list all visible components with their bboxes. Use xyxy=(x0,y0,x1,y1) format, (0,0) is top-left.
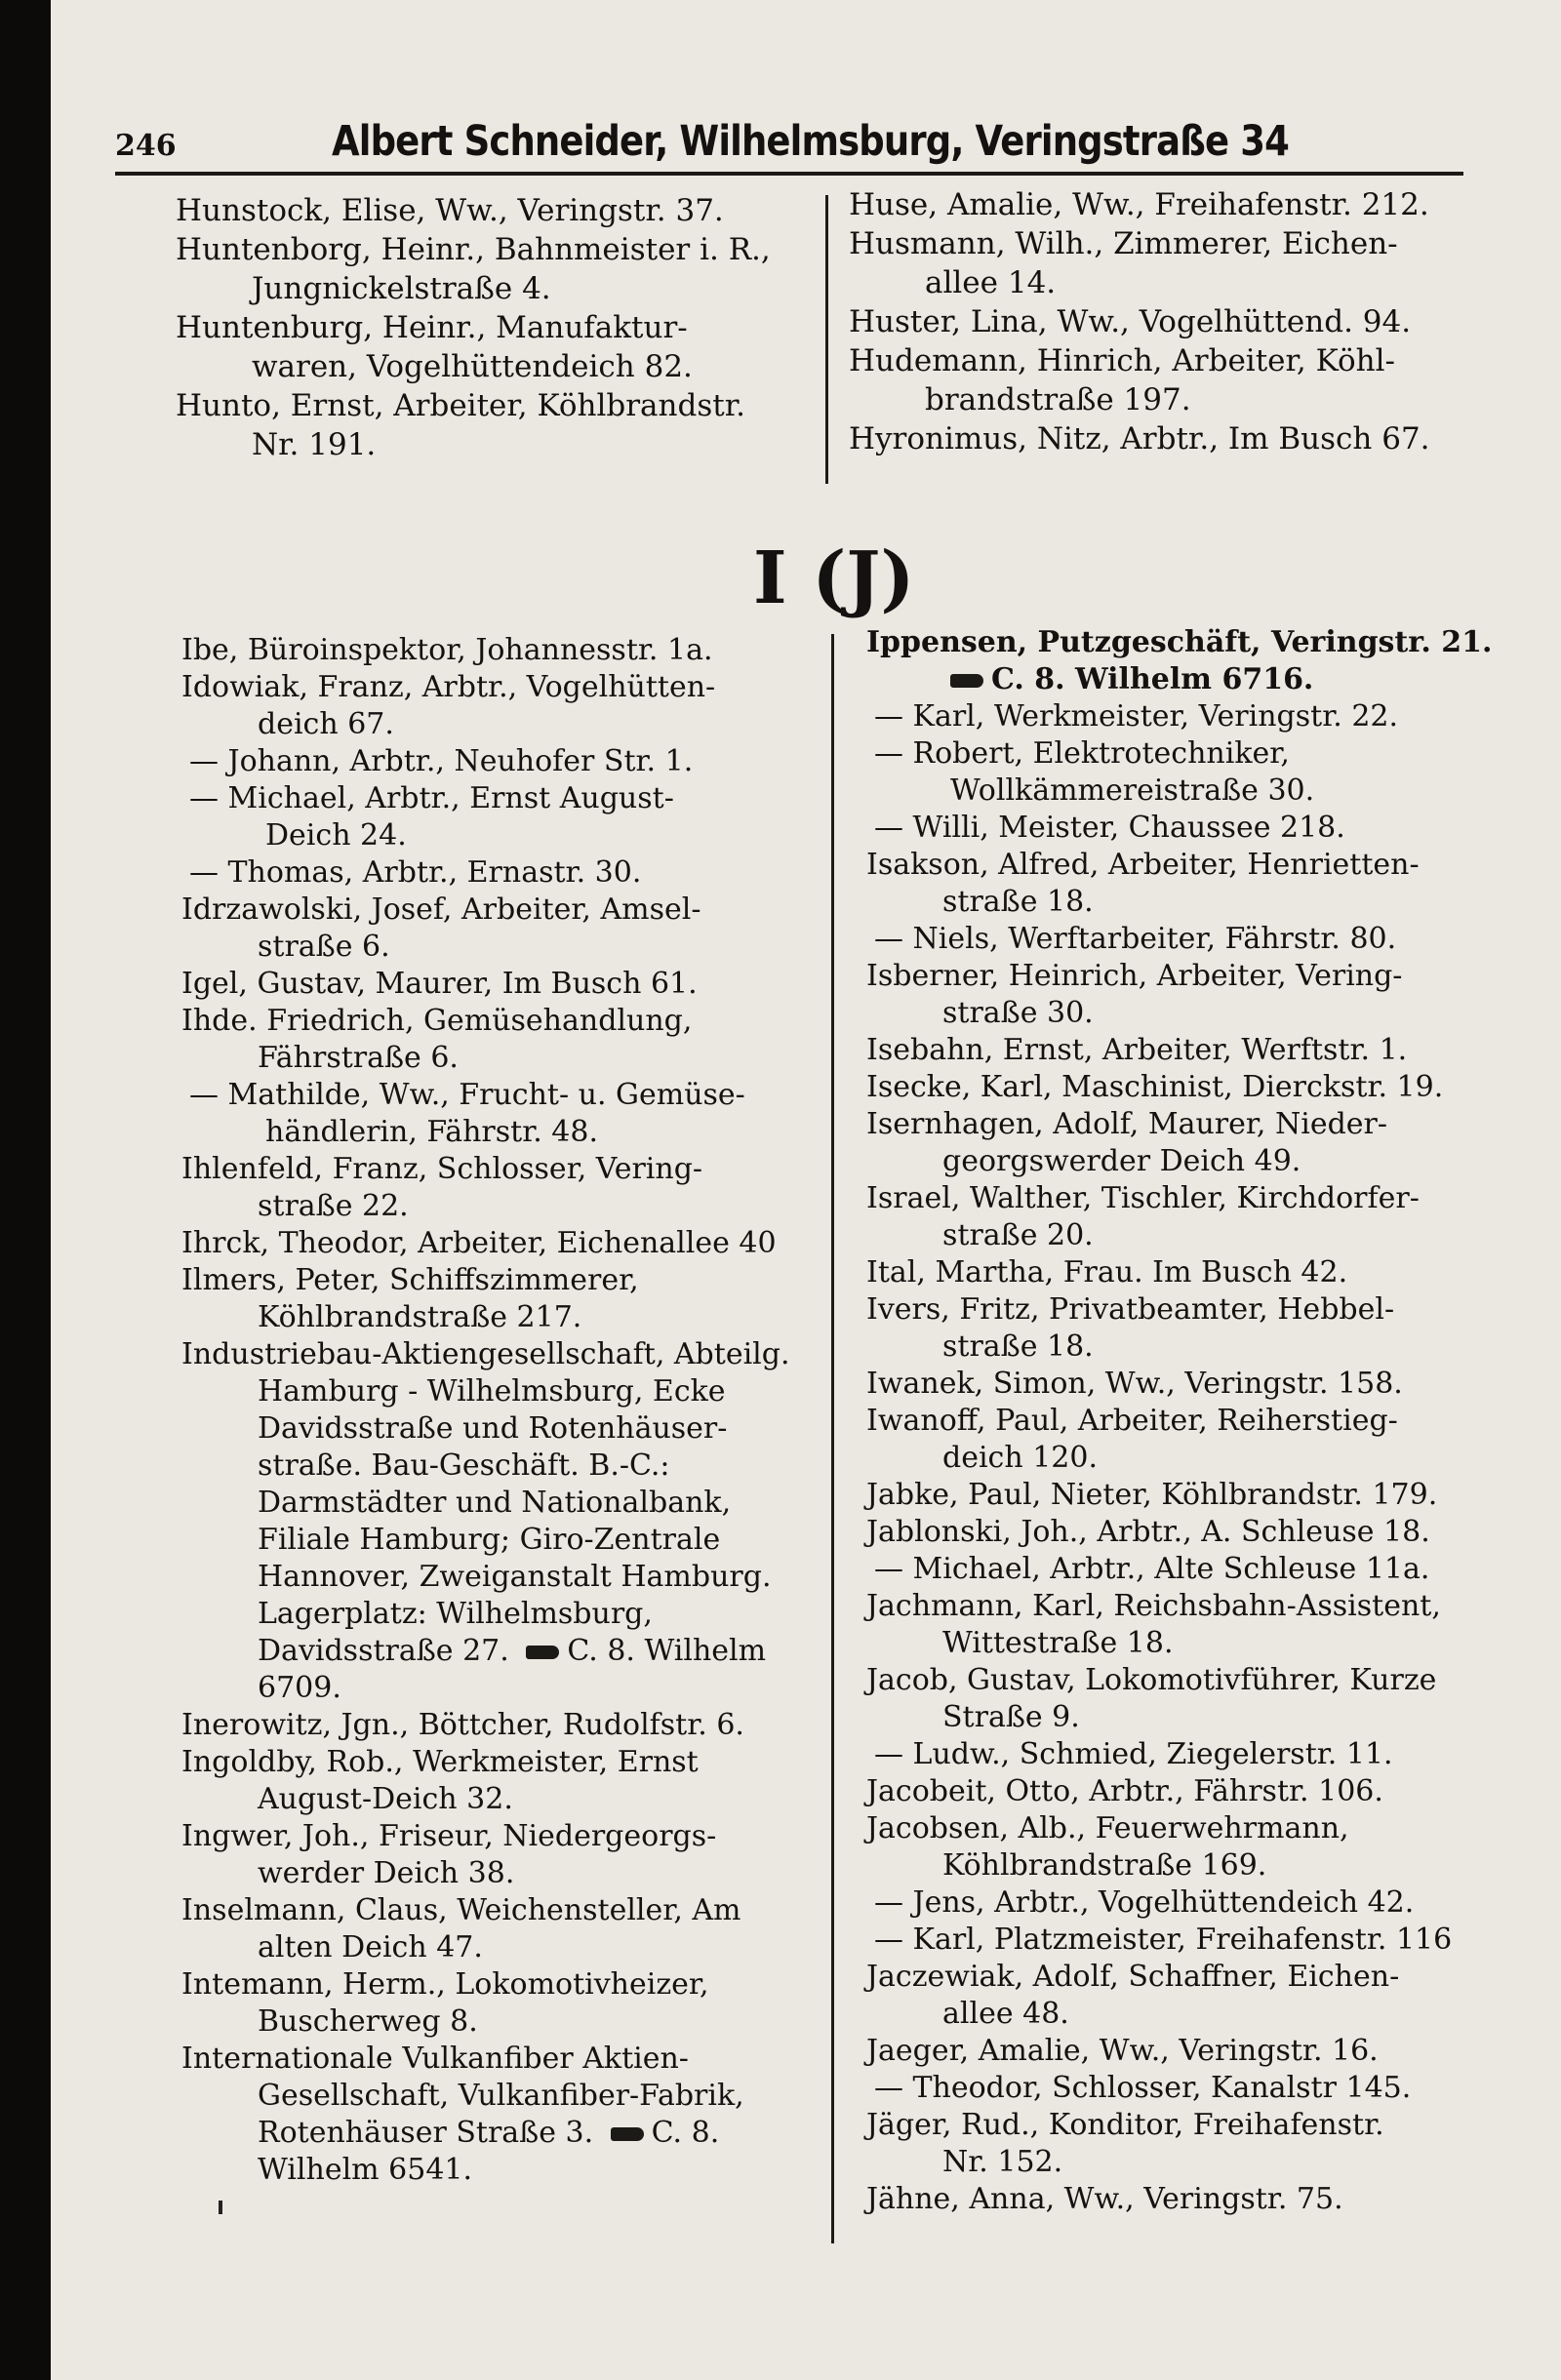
entry-name: Intemann, Herm., Lokomotivheizer, xyxy=(181,1967,709,2002)
directory-entry xyxy=(849,185,1473,224)
directory-entry xyxy=(866,1032,1510,1069)
directory-entry xyxy=(866,1106,1510,1180)
directory-entry xyxy=(181,1151,829,1225)
entry-continuation: händlerin, Fährstr. 48. xyxy=(265,1115,599,1149)
directory-entry xyxy=(866,2181,1510,2218)
directory-entry xyxy=(866,1884,1510,1922)
entry-name: Iwanoff, Paul, Arbeiter, Reiherstieg- xyxy=(866,1404,1398,1438)
main-right-column xyxy=(866,624,1510,2218)
entry-name: — Theodor, Schlosser, Kanalstr 145. xyxy=(874,2071,1412,2105)
top-right-column xyxy=(849,185,1473,458)
entry-name: Huse, Amalie, Ww., Freihafenstr. 212. xyxy=(849,187,1429,222)
margin-mark xyxy=(219,2201,222,2214)
entry-name: Hunto, Ernst, Arbeiter, Köhlbrandstr. xyxy=(176,388,745,423)
section-heading: I (J) xyxy=(753,536,915,620)
entry-name: Isernhagen, Adolf, Maurer, Nieder- xyxy=(866,1107,1388,1141)
entry-continuation: straße 6. xyxy=(258,930,390,964)
directory-entry xyxy=(866,1403,1510,1477)
top-left-column xyxy=(176,191,810,464)
directory-entry xyxy=(866,1662,1510,1736)
entry-name: Jabke, Paul, Nieter, Köhlbrandstr. 179. xyxy=(866,1478,1438,1512)
directory-entry xyxy=(866,1180,1510,1254)
entry-name: Internationale Vulkanfiber Aktien- xyxy=(181,2042,689,2076)
entry-continuation: georgswerder Deich 49. xyxy=(942,1144,1301,1178)
entry-name: — Karl, Werkmeister, Veringstr. 22. xyxy=(874,699,1399,734)
directory-entry xyxy=(866,698,1510,735)
phone-number: C. 8. Wilhelm 6709. xyxy=(258,1634,767,1705)
main-left-column xyxy=(181,632,829,2189)
entry-name: Industriebau-Aktiengesellschaft, Abteilg. xyxy=(181,1337,790,1371)
entry-continuation: straße 22. xyxy=(258,1189,409,1223)
entry-name: Isakson, Alfred, Arbeiter, Henrietten- xyxy=(866,848,1420,882)
header-rule xyxy=(115,172,1463,176)
directory-entry xyxy=(181,743,829,780)
directory-entry xyxy=(181,780,829,854)
directory-entry xyxy=(181,1336,829,1707)
directory-entry xyxy=(866,1254,1510,1291)
entry-continuation: straße 18. xyxy=(942,1329,1094,1364)
directory-entry xyxy=(181,1003,829,1077)
entry-name: Igel, Gustav, Maurer, Im Busch 61. xyxy=(181,967,698,1001)
directory-entry xyxy=(181,854,829,892)
entry-continuation: Köhlbrandstraße 169. xyxy=(942,1848,1267,1883)
directory-entry xyxy=(866,1366,1510,1403)
directory-entry xyxy=(866,2107,1510,2181)
entry-continuation: August-Deich 32. xyxy=(258,1782,513,1816)
entry-name: — Michael, Arbtr., Alte Schleuse 11a. xyxy=(874,1552,1430,1586)
running-title: Albert Schneider, Wilhelmsburg, Veringstraße 34 xyxy=(332,117,1289,166)
directory-entry xyxy=(866,1959,1510,2033)
entry-continuation: Nr. 191. xyxy=(252,427,377,462)
entry-name: Ibe, Büroinspektor, Johannesstr. 1a. xyxy=(181,633,713,667)
directory-entry xyxy=(176,308,810,386)
main-column-divider xyxy=(831,634,834,2243)
directory-entry xyxy=(176,191,810,230)
entry-name: Isecke, Karl, Maschinist, Dierckstr. 19. xyxy=(866,1070,1444,1104)
phone-number: C. 8. Wilhelm 6716. xyxy=(991,662,1314,696)
entry-name: Jäger, Rud., Konditor, Freihafenstr. xyxy=(866,2108,1384,2142)
entry-name: — Ludw., Schmied, Ziegelerstr. 11. xyxy=(874,1737,1393,1771)
directory-entry xyxy=(181,1892,829,1966)
entry-name: Ital, Martha, Frau. Im Busch 42. xyxy=(866,1255,1348,1289)
directory-entry xyxy=(866,847,1510,921)
directory-entry xyxy=(181,1966,829,2041)
entry-name: Israel, Walther, Tischler, Kirchdorfer- xyxy=(866,1181,1420,1215)
entry-name: Hunstock, Elise, Ww., Veringstr. 37. xyxy=(176,193,724,228)
entry-continuation: straße 18. xyxy=(942,885,1094,919)
directory-entry xyxy=(181,1707,829,1744)
entry-continuation: Hamburg - Wilhelmsburg, Ecke Davidsstraße und Rotenhäuser-straße. Bau-Geschäft. B.-C.: Darmstädter und Nationalbank, Filiale Hamburg; Giro-Zentrale Hannover, Zweiganstalt Hamburg. Lagerplatz: Wilhelmsburg, Davidsstraße 27. C. 8. Wilhelm 6709. xyxy=(258,1374,772,1705)
directory-entry xyxy=(866,2070,1510,2107)
entry-continuation: Wittestraße 18. xyxy=(942,1626,1174,1660)
entry-name: — Willi, Meister, Chaussee 218. xyxy=(874,811,1345,845)
entry-name: Isebahn, Ernst, Arbeiter, Werftstr. 1. xyxy=(866,1033,1408,1067)
directory-entry xyxy=(866,921,1510,958)
directory-entry xyxy=(866,2033,1510,2070)
directory-entry xyxy=(176,230,810,308)
entry-continuation: allee 48. xyxy=(942,1997,1069,2031)
directory-entry xyxy=(181,892,829,966)
directory-entry xyxy=(181,632,829,669)
entry-name: Ippensen, Putzgeschäft, Veringstr. 21. xyxy=(866,625,1493,659)
entry-name: Ihrck, Theodor, Arbeiter, Eichenallee 40 xyxy=(181,1226,777,1260)
entry-name: Jaeger, Amalie, Ww., Veringstr. 16. xyxy=(866,2034,1379,2068)
page-header xyxy=(115,115,1481,176)
entry-name: Ingoldby, Rob., Werkmeister, Ernst xyxy=(181,1745,699,1779)
directory-entry xyxy=(866,1069,1510,1106)
entry-name: — Johann, Arbtr., Neuhofer Str. 1. xyxy=(189,744,694,778)
directory-entry xyxy=(181,1818,829,1892)
directory-entry xyxy=(866,1514,1510,1551)
directory-entry xyxy=(866,810,1510,847)
entry-continuation: Köhlbrandstraße 217. xyxy=(258,1300,582,1334)
entry-name: Inselmann, Claus, Weichensteller, Am xyxy=(181,1893,741,1927)
directory-entry xyxy=(866,1736,1510,1773)
entry-name: — Robert, Elektrotechniker, xyxy=(874,736,1290,771)
directory-entry xyxy=(849,341,1473,419)
entry-continuation: Jungnickelstraße 4. xyxy=(252,271,551,306)
directory-entry xyxy=(181,1262,829,1336)
entry-continuation: waren, Vogelhüttendeich 82. xyxy=(252,349,693,384)
directory-entry xyxy=(866,1922,1510,1959)
entry-name: Hudemann, Hinrich, Arbeiter, Köhl- xyxy=(849,343,1395,378)
entry-continuation: deich 120. xyxy=(942,1441,1099,1475)
entry-name: Jacobsen, Alb., Feuerwehrmann, xyxy=(866,1811,1349,1845)
entry-name: Jachmann, Karl, Reichsbahn-Assistent, xyxy=(866,1589,1441,1623)
entry-name: Isberner, Heinrich, Arbeiter, Vering- xyxy=(866,959,1403,993)
entry-name: — Thomas, Arbtr., Ernastr. 30. xyxy=(189,855,642,890)
directory-entry xyxy=(866,1477,1510,1514)
entry-name: Jähne, Anna, Ww., Veringstr. 75. xyxy=(866,2182,1343,2216)
entry-name: Idrzawolski, Josef, Arbeiter, Amsel- xyxy=(181,892,701,927)
entry-continuation: alten Deich 47. xyxy=(258,1930,483,1964)
entry-name: Jaczewiak, Adolf, Schaffner, Eichen- xyxy=(866,1960,1400,1994)
directory-entry xyxy=(849,419,1473,458)
directory-entry xyxy=(866,624,1510,698)
entry-name: Inerowitz, Jgn., Böttcher, Rudolfstr. 6. xyxy=(181,1708,744,1742)
directory-entry xyxy=(866,1810,1510,1884)
entry-continuation: straße 30. xyxy=(942,996,1094,1030)
entry-name: Iwanek, Simon, Ww., Veringstr. 158. xyxy=(866,1367,1403,1401)
entry-continuation: Buscherweg 8. xyxy=(258,2004,478,2039)
entry-name: Huntenborg, Heinr., Bahnmeister i. R., xyxy=(176,232,771,267)
entry-name: — Niels, Werftarbeiter, Fährstr. 80. xyxy=(874,922,1397,956)
directory-entry xyxy=(866,735,1510,810)
directory-entry xyxy=(866,1551,1510,1588)
entry-continuation: Nr. 152. xyxy=(942,2145,1063,2179)
entry-name: Ihde. Friedrich, Gemüsehandlung, xyxy=(181,1004,693,1038)
entry-phone xyxy=(258,2116,719,2187)
entry-name: Jablonski, Joh., Arbtr., A. Schleuse 18. xyxy=(866,1515,1430,1549)
entry-name: Huntenburg, Heinr., Manufaktur- xyxy=(176,310,688,345)
phone-number: C. 8. Wilhelm 6541. xyxy=(258,2116,720,2187)
top-column-divider xyxy=(825,195,828,484)
entry-name: — Jens, Arbtr., Vogelhüttendeich 42. xyxy=(874,1885,1415,1920)
entry-name: Hyronimus, Nitz, Arbtr., Im Busch 67. xyxy=(849,421,1430,456)
directory-entry xyxy=(181,966,829,1003)
entry-continuation: allee 14. xyxy=(925,265,1057,300)
directory-entry xyxy=(866,1291,1510,1366)
entry-continuation: Straße 9. xyxy=(942,1700,1080,1734)
entry-name: Ilmers, Peter, Schiffszimmerer, xyxy=(181,1263,639,1297)
directory-entry xyxy=(181,1744,829,1818)
entry-continuation: deich 67. xyxy=(258,707,394,741)
directory-entry xyxy=(181,2041,829,2189)
directory-entry xyxy=(866,1773,1510,1810)
directory-entry xyxy=(181,669,829,743)
directory-entry xyxy=(866,1588,1510,1662)
entry-name: — Michael, Arbtr., Ernst August- xyxy=(189,781,674,815)
entry-continuation: brandstraße 197. xyxy=(925,382,1191,417)
entry-name: Ingwer, Joh., Friseur, Niedergeorgs- xyxy=(181,1819,717,1853)
telephone-icon xyxy=(611,2127,644,2141)
page-number: 246 xyxy=(115,129,177,163)
entry-name: Husmann, Wilh., Zimmerer, Eichen- xyxy=(849,226,1398,261)
entry-name: Ihlenfeld, Franz, Schlosser, Vering- xyxy=(181,1152,703,1186)
entry-name: Huster, Lina, Ww., Vogelhüttend. 94. xyxy=(849,304,1412,339)
entry-name: Jacob, Gustav, Lokomotivführer, Kurze xyxy=(866,1663,1437,1697)
directory-entry xyxy=(181,1077,829,1151)
entry-name: Ivers, Fritz, Privatbeamter, Hebbel- xyxy=(866,1292,1395,1327)
entry-name: — Mathilde, Ww., Frucht- u. Gemüse- xyxy=(189,1078,745,1112)
directory-entry xyxy=(176,386,810,464)
entry-name: Idowiak, Franz, Arbtr., Vogelhütten- xyxy=(181,670,716,704)
directory-entry xyxy=(849,302,1473,341)
entry-phone xyxy=(258,1634,766,1705)
entry-continuation: Deich 24. xyxy=(265,818,407,853)
directory-entry xyxy=(866,958,1510,1032)
entry-continuation: Wollkämmereistraße 30. xyxy=(950,774,1315,808)
entry-continuation: straße 20. xyxy=(942,1218,1094,1252)
entry-phone xyxy=(866,661,1510,698)
directory-entry xyxy=(181,1225,829,1262)
entry-continuation: werder Deich 38. xyxy=(258,1856,515,1890)
telephone-icon xyxy=(526,1646,559,1659)
entry-continuation: Fährstraße 6. xyxy=(258,1041,459,1075)
directory-entry xyxy=(849,224,1473,302)
entry-continuation: Gesellschaft, Vulkanfiber-Fabrik, Rotenhäuser Straße 3. C. 8. Wilhelm 6541. xyxy=(258,2079,744,2187)
telephone-icon xyxy=(950,674,983,688)
entry-name: Jacobeit, Otto, Arbtr., Fährstr. 106. xyxy=(866,1774,1383,1808)
entry-name: — Karl, Platzmeister, Freihafenstr. 116 xyxy=(874,1923,1453,1957)
